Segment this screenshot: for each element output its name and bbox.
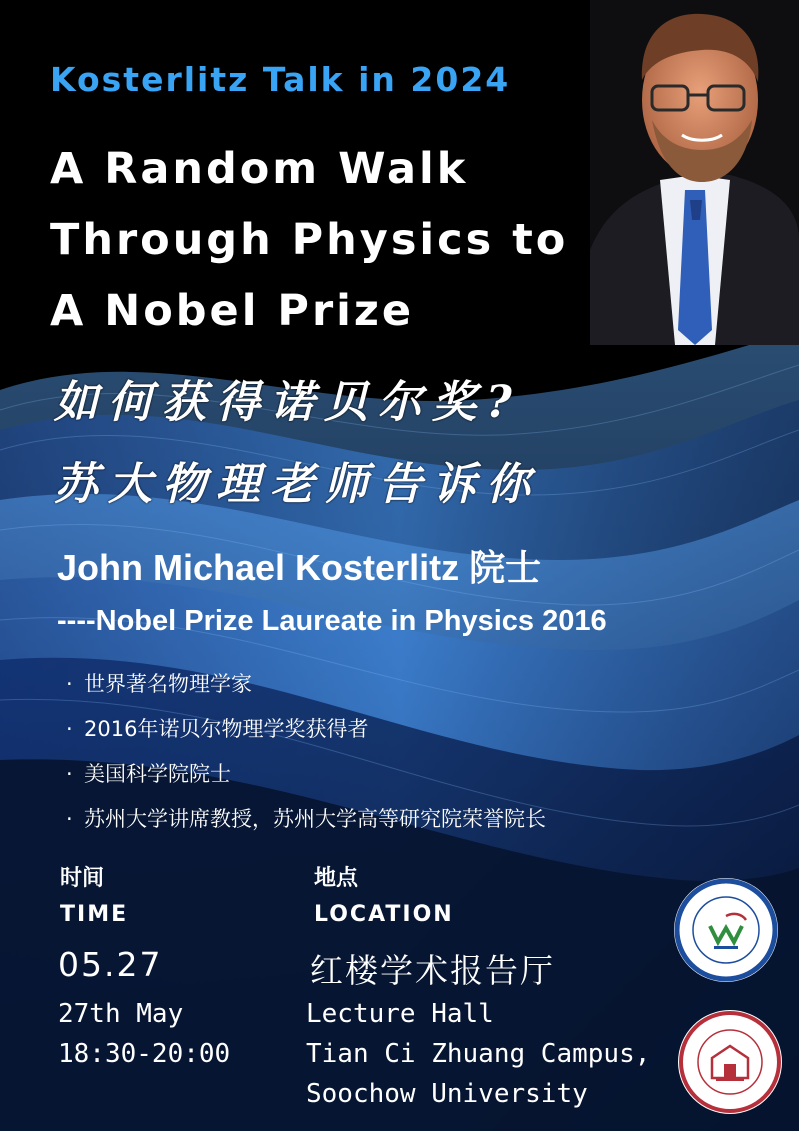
- chinese-title-line-1: 如何获得诺贝尔奖?: [54, 377, 522, 428]
- bullet-marker: ·: [66, 717, 73, 741]
- chinese-title-line-2: 苏大物理老师告诉你: [54, 459, 540, 510]
- event-hours: 18:30-20:00: [58, 1039, 231, 1069]
- talk-title-line-1: A Random Walk: [50, 144, 469, 194]
- speaker-credentials: [66, 662, 546, 842]
- chinese-title: [54, 362, 540, 526]
- event-kicker: Kosterlitz Talk in 2024: [50, 60, 511, 99]
- talk-title-line-2: Through Physics to: [50, 215, 569, 265]
- physics-school-seal-logo: [672, 876, 780, 984]
- location-hall-en: Lecture Hall: [306, 999, 494, 1029]
- location-label-cn: 地点: [314, 866, 359, 891]
- talk-title-line-3: A Nobel Prize: [50, 286, 415, 336]
- location-hall-cn: 红楼学术报告厅: [310, 951, 555, 990]
- time-label-en: TIME: [60, 902, 129, 927]
- location-label-en: LOCATION: [314, 902, 454, 927]
- speaker-name: John Michael Kosterlitz 院士: [57, 547, 542, 588]
- event-date: 05.27: [58, 945, 163, 984]
- list-item: · 2016年诺贝尔物理学奖获得者: [66, 707, 546, 752]
- bullet-marker: ·: [66, 672, 73, 696]
- bullet-marker: ·: [66, 762, 73, 786]
- speaker-portrait: [590, 0, 799, 345]
- speaker-laureate: ----Nobel Prize Laureate in Physics 2016: [57, 605, 607, 637]
- list-item: · 苏州大学讲席教授，苏州大学高等研究院荣誉院长: [66, 797, 546, 842]
- talk-title: [50, 134, 610, 347]
- list-item: · 美国科学院院士: [66, 752, 546, 797]
- location-university: Soochow University: [306, 1079, 588, 1109]
- time-label-cn: 时间: [60, 866, 105, 891]
- location-campus: Tian Ci Zhuang Campus,: [306, 1039, 651, 1069]
- ias-seal-logo: [676, 1008, 784, 1116]
- event-date-en: 27th May: [58, 999, 184, 1029]
- list-item: · 世界著名物理学家: [66, 662, 546, 707]
- bullet-marker: ·: [66, 807, 73, 831]
